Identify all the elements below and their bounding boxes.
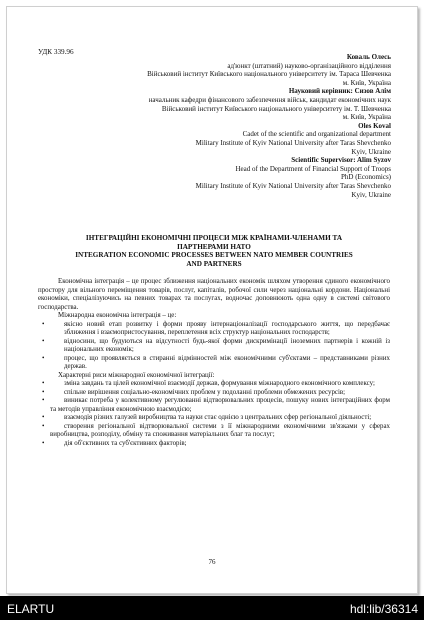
title-line: ПАРТНЕРАМИ НАТО: [177, 242, 251, 251]
article-title: [38, 234, 390, 268]
footer-bar: [0, 596, 424, 620]
document-page: [6, 6, 418, 594]
page-number: 76: [208, 558, 216, 566]
bullet-dot-icon: •: [42, 337, 45, 345]
author-affiliation-line: Військовий інститут Київського національного університету ім. Т. Шевченка: [161, 104, 391, 113]
bullet-item: [38, 423, 390, 440]
bullet-dot-icon: •: [42, 388, 45, 396]
author-affiliation-line: Kyiv, Ukraine: [351, 190, 391, 199]
author-name: Oles Koval: [358, 121, 391, 130]
bullet-text: відносини, що будуються на відсутності будь-якої форми дискримінації іноземних партнерів і кожній із національних економік;: [64, 337, 390, 353]
author-affiliation-line: ад'юнкт (штатний) науково-організаційного відділення: [227, 61, 391, 70]
bullet-dot-icon: •: [42, 320, 45, 328]
bullet-text: створення регіональної відтворювальної системи з її міжнародними економічними зв'язками у сферах виробництва, розподілу, обміну та споживання матеріальних благ та послуг;: [50, 422, 390, 438]
bullet-dot-icon: •: [42, 380, 45, 387]
bullet-text: процес, що проявляється в стиранні відмінностей між економічними суб'єктами – представниками різних держав.: [64, 354, 390, 370]
author-affiliation-line: Військовий інститут Київського національного університету ім. Тараса Шевченка: [147, 70, 391, 79]
title-line: ІНТЕГРАЦІЙНІ ЕКОНОМІЧНІ ПРОЦЕСИ МІЖ КРАЇНАМИ-ЧЛЕНАМИ ТА: [85, 234, 343, 242]
article-body: [38, 278, 390, 448]
author-affiliation-line: Military Institute of Kyiv National University after Taras Shevchenko: [195, 138, 391, 147]
bullet-item: [38, 440, 390, 449]
author-affiliation-line: м. Київ, Україна: [342, 113, 391, 122]
bullet-dot-icon: •: [42, 422, 45, 430]
bullet-text: дія об'єктивних та суб'єктивних факторів;: [64, 439, 187, 447]
author-block: [61, 53, 391, 199]
author-affiliation-line: Kyiv, Ukraine: [351, 147, 391, 156]
title-ukrainian: [38, 234, 390, 251]
body-paragraph: Характерні риси міжнародної економічної інтеграції:: [58, 371, 215, 379]
footer-handle-link[interactable]: hdl:lib/36314: [349, 602, 418, 616]
bullet-item: [38, 338, 390, 355]
bullet-item: [38, 380, 390, 389]
author-name: Коваль Олесь: [346, 53, 391, 61]
body-paragraph: Міжнародна економічна інтеграція – це:: [58, 312, 177, 319]
bullet-item: [38, 355, 390, 372]
bullet-dot-icon: •: [42, 439, 45, 447]
bullet-item: [38, 389, 390, 398]
body-paragraph: Економічна інтеграція – це процес зближення національних економік шляхом утворення єдиного економічного простору для вільного переміщення товарів, послуг, капіталів, робочої сили через національні кордони. Національні економіки, спеціалізуючись на певних товарах та послугах, водночас доповнюють одна одну в системі світового господарства.: [38, 278, 390, 311]
bullet-text: зміна завдань та цілей економічної взаємодії держав, формування міжнародного економічного комплексу;: [64, 380, 375, 387]
author-affiliation-line: Military Institute of Kyiv National University after Taras Shevchenko: [195, 181, 391, 190]
bullet-item: [38, 414, 390, 423]
author-name: Scientific Supervisor: Alim Syzov: [291, 156, 391, 165]
bullet-dot-icon: •: [42, 397, 45, 404]
author-name: Науковий керівник: Сизов Алім: [288, 87, 391, 96]
bullet-dot-icon: •: [42, 414, 45, 421]
bullet-dot-icon: •: [42, 354, 45, 362]
bullet-item: [38, 397, 390, 414]
footer-repository-name[interactable]: ELARTU: [7, 602, 55, 616]
title-line: AND PARTNERS: [186, 259, 242, 268]
author-affiliation-line: начальник кафедри фінансового забезпечення військ, кандидат економічних наук: [148, 95, 391, 104]
author-affiliation-line: PhD (Economics): [341, 173, 391, 182]
udc-code: УДК 339.96: [38, 48, 74, 56]
bullet-text: якісно новий етап розвитку і форми прояву інтернаціоналізації господарського життя, що передбачає зближення і взаємопристосування, переплетення всіх структур національних господарств;: [64, 320, 390, 336]
author-affiliation-line: м. Київ, Україна: [342, 78, 391, 87]
author-affiliation-line: Head of the Department of Financial Support of Troops: [235, 164, 391, 173]
author-affiliation-line: Cadet of the scientific and organizational department: [242, 130, 391, 139]
bullet-text: виникає потреба у колективному регулюванні відтворювальних процесів, пошуку нових інтеграційних форм та методів управління економічною взаємодією;: [50, 397, 390, 413]
title-line: INTEGRATION ECONOMIC PROCESSES BETWEEN NATO MEMBER COUNTRIES: [75, 251, 353, 260]
bullet-item: [38, 321, 390, 338]
bullet-text: спільне вирішення соціально-економічних проблем у подоланні проблеми обмежених ресурсів;: [64, 388, 346, 396]
bullet-text: взаємодія різних галузей виробництва та науки стає однією з центральних сфер регіональної діяльності;: [64, 414, 372, 421]
title-english: [38, 251, 390, 268]
